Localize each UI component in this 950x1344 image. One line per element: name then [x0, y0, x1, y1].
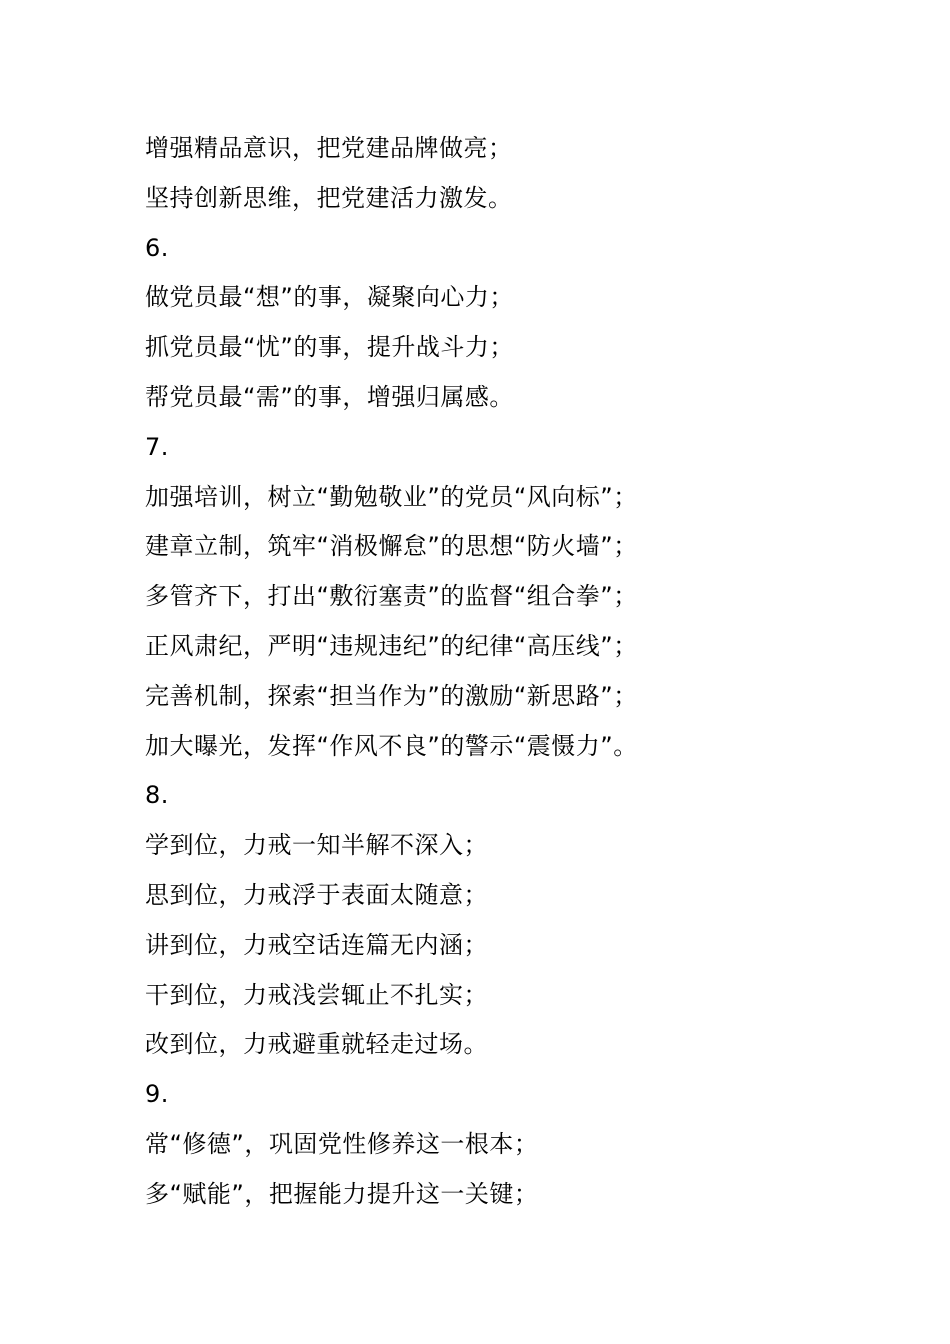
- text-line: 增强精品意识，把党建品牌做亮；: [145, 134, 513, 162]
- text-line: 做党员最“想”的事，凝聚向心力；: [145, 283, 514, 312]
- text-line: 改到位，力戒避重就轻走过场。: [145, 1030, 488, 1059]
- text-line: 常“修德”，巩固党性修养这一根本；: [145, 1129, 539, 1158]
- section-number: 7.: [145, 432, 169, 461]
- text-line: 建章立制，筑牢“消极懈怠”的思想“防火墙”；: [145, 532, 638, 561]
- text-line: 加大曝光，发挥“作风不良”的警示“震慑力”。: [145, 731, 638, 760]
- document-body: [145, 124, 905, 1220]
- text-line: 多管齐下，打出“敷衍塞责”的监督“组合拳”；: [145, 582, 638, 611]
- text-line: 完善机制，探索“担当作为”的激励“新思路”；: [145, 681, 638, 710]
- text-line: 学到位，力戒一知半解不深入；: [145, 831, 488, 860]
- text-line: 讲到位，力戒空话连篇无内涵；: [145, 930, 488, 959]
- section-number: 9.: [145, 1080, 169, 1109]
- text-line: 帮党员最“需”的事，增强归属感。: [145, 382, 514, 411]
- section-number: 6.: [145, 233, 169, 262]
- section-number: 8.: [145, 781, 169, 810]
- text-line: 加强培训，树立“勤勉敬业”的党员“风向标”；: [145, 482, 638, 511]
- text-line: 多“赋能”，把握能力提升这一关键；: [145, 1179, 539, 1208]
- text-line: 坚持创新思维，把党建活力激发。: [145, 183, 513, 212]
- text-line: 抓党员最“忧”的事，提升战斗力；: [145, 333, 514, 362]
- text-line: 思到位，力戒浮于表面太随意；: [145, 880, 488, 909]
- text-line: 干到位，力戒浅尝辄止不扎实；: [145, 980, 488, 1009]
- text-line: 正风肃纪，严明“违规违纪”的纪律“高压线”；: [145, 631, 638, 660]
